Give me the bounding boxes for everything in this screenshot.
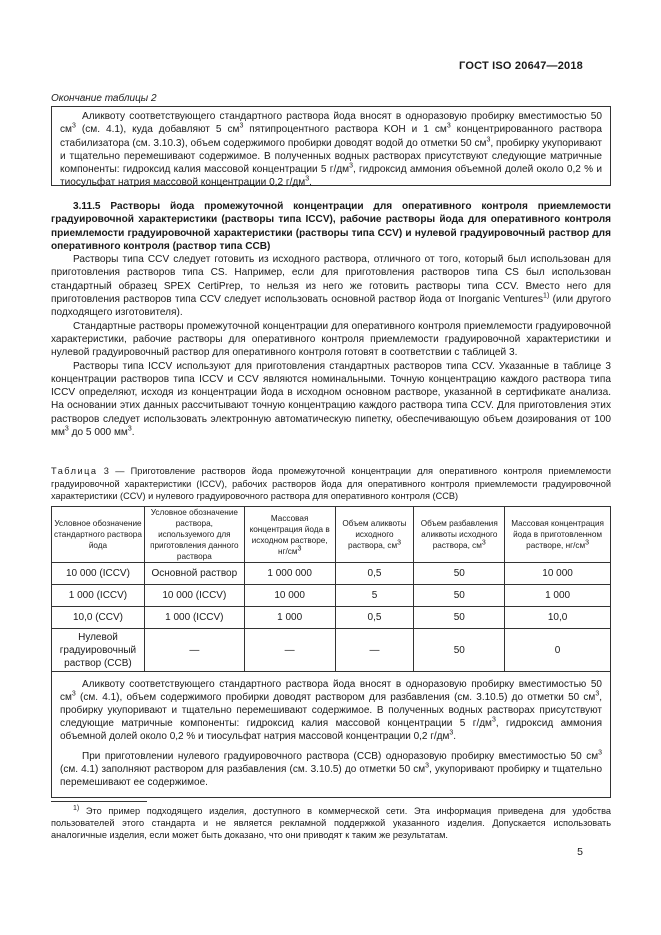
table-cell: Нулевой градуировочный раствор (CCB) [52,629,145,672]
section-paragraph-2: Стандартные растворы промежуточной концентрации для оперативного контроля приемлемости градуировочной характеристики, рабочие растворы для оперативного контроля приемлемости градуировочной характеристики и нулевой градуировочный раствор для оперативного контроля готовят в соответствии с таблицей 3. [51,320,611,359]
table-row [52,607,611,629]
column-header: Условное обозначение раствора, используемого для приготовления данного раствора [144,507,244,563]
table-cell: 1 000 (ICCV) [52,585,145,607]
column-header: Объем разбавления аликвоты исходного раствора, $см^3$ [414,507,505,563]
column-header: Объем аликвоты исходного раствора, $см^3$ [335,507,414,563]
table2-end-note-box [51,106,611,189]
column-header: Массовая концентрация йода в приготовленном растворе, $нг/см^3$ [505,507,611,563]
table-cell: 1 000 [505,585,611,607]
table-cell: — [144,629,244,672]
table-row [52,563,611,585]
table-cell: 1 000 000 [244,563,335,585]
table-cell: 10 000 (ICCV) [144,585,244,607]
table3 [51,506,611,798]
section-title: 3.11.5 Растворы йода промежуточной концентрации для оперативного контроля приемлемости градуировочной характеристики (растворы типа ICCV), рабочие растворы йода для оперативного контроля приемлемости градуировочной характеристики (растворы типа CCV) и нулевой градуировочный раствор для оперативного контроля (раствор типа CCB) [51,201,611,252]
table-cell: 50 [414,607,505,629]
footnote-ref: 1) [543,292,550,300]
table-cell: — [335,629,414,672]
table-cell: 1 000 (ICCV) [144,607,244,629]
table-cell: 0 [505,629,611,672]
column-header: Условное обозначение стандартного раствора йода [52,507,145,563]
table-row [52,629,611,672]
table-cell: 10 000 (ICCV) [52,563,145,585]
page-number: 5 [577,846,583,858]
column-header: Массовая концентрация йода в исходном растворе, $нг/см^3$ [244,507,335,563]
table-cell: 0,5 [335,607,414,629]
section-paragraph-3: Растворы типа ICCV используют для приготовления стандартных растворов типа CCV. Указанные в таблице 3 концентрации растворов типа ICCV и CCV являются номинальными. Точную концентрацию каждого раствора типа ICCV определяют, исходя из концентрации йода в исходном основном растворе, указанной в сертификате анализа. На основании этих данных рассчитывают точную концентрацию каждого раствора типа CCV. Для приготовления этих растворов следует использовать электронную автоматическую пипетку, обеспечивающую объем дозирования от 100 $мм^3$ до 5 000 $мм^3$. [51,360,611,439]
table-cell: Основной раствор [144,563,244,585]
table-cell: — [244,629,335,672]
table-row [52,585,611,607]
table-cell: 10 000 [505,563,611,585]
footnote-mark: 1) [73,804,80,812]
table-header-row [52,507,611,563]
table-note-cell [52,672,611,798]
table-cell: 50 [414,629,505,672]
table-note-paragraph: Аликвоту соответствующего стандартного раствора йода вносят в одноразовую пробирку вместимостью 50 $см^3$ (см. 4.1), объем содержимого пробирки доводят раствором для разбавления (см. 3.10.5) до отметки 50 $см^3$, пробирку укупоривают и тщательно перемешивают содержимое. В полученных водных растворах присутствуют следующие матричные компоненты: гидроксид калия массовой концентрации 5 $г/дм^3$, гидроксид аммония объемной долей около 0,2 % и тиосульфат натрия массовой концентрации 0,2 $г/дм^3$. [60,679,602,742]
section-3-11-5 [51,200,611,439]
table-cell: 50 [414,563,505,585]
table3-caption: Таблица 3 — Приготовление растворов йода промежуточной концентрации для оперативного контроля приемлемости градуировочной характеристики (ICCV), рабочих растворов йода для оперативного контроля приемлемости градуировочной характеристики (CCV) и нулевого градуировочного раствора для оперативного контроля (CCB) [51,466,611,501]
table2-note-paragraph: Аликвоту соответствующего стандартного раствора йода вносят в одноразовую пробирку вместимостью 50 $см^3$ (см. 4.1), куда добавляют 5 $см^3$ пятипроцентного раствора KOH и 1 $см^3$ концентрированного раствора стабилизатора (см. 3.10.3), объем содержимого пробирки доводят водой до отметки 50 $см^3$, пробирку укупоривают и тщательно перемешивают содержимое. В полученных водных растворах присутствуют следующие матричные компоненты: гидроксид калия массовой концентрации 5 $г/дм^3$, гидроксид аммония объемной долей около 0,2 % и тиосульфат натрия массовой концентрации 0,2 $г/дм^3$. [60,111,602,189]
table-cell: 5 [335,585,414,607]
table-cell: 10,0 [505,607,611,629]
table-cell: 10 000 [244,585,335,607]
footnote-divider [51,801,147,802]
table-end-caption: Окончание таблицы 2 [51,93,157,104]
table-note-paragraph: При приготовлении нулевого градуировочного раствора (CCB) одноразовую пробирку вместимостью 50 $см^3$ (см. 4.1) заполняют раствором для разбавления (см. 3.10.5) до отметки 50 $см^3$, укупоривают пробирку и тщательно перемешивают ее содержимое. [60,749,603,788]
table-note-row [52,672,611,798]
table-cell: 1 000 [244,607,335,629]
table-cell: 10,0 (CCV) [52,607,145,629]
footnote: $^{1)}$ Это пример подходящего изделия, доступного в коммерческой сети. Эта информация приведена для удобства пользователей этого стандарта и не является рекламной поддержкой указанного изделия. Допускается использовать аналогичные изделия, если может быть доказано, что они приводят к таким же результатам. [51,804,611,841]
table-cell: 50 [414,585,505,607]
section-paragraph-1: Растворы типа CCV следует готовить из исходного раствора, отличного от того, который был использован для приготовления растворов типа CS. Например, если для приготовления растворов типа CS был использован стандартный образец SPEX CertiPrep, то нельзя из него же готовить растворы типа CCV. Вместо него для приготовления растворов типа CCV следует использовать основной раствор йода от Inorganic Ventures$^{1)}$ (или другого подходящего изготовителя). [51,254,611,319]
table-cell: 0,5 [335,563,414,585]
standard-header: ГОСТ ISO 20647—2018 [459,60,583,72]
